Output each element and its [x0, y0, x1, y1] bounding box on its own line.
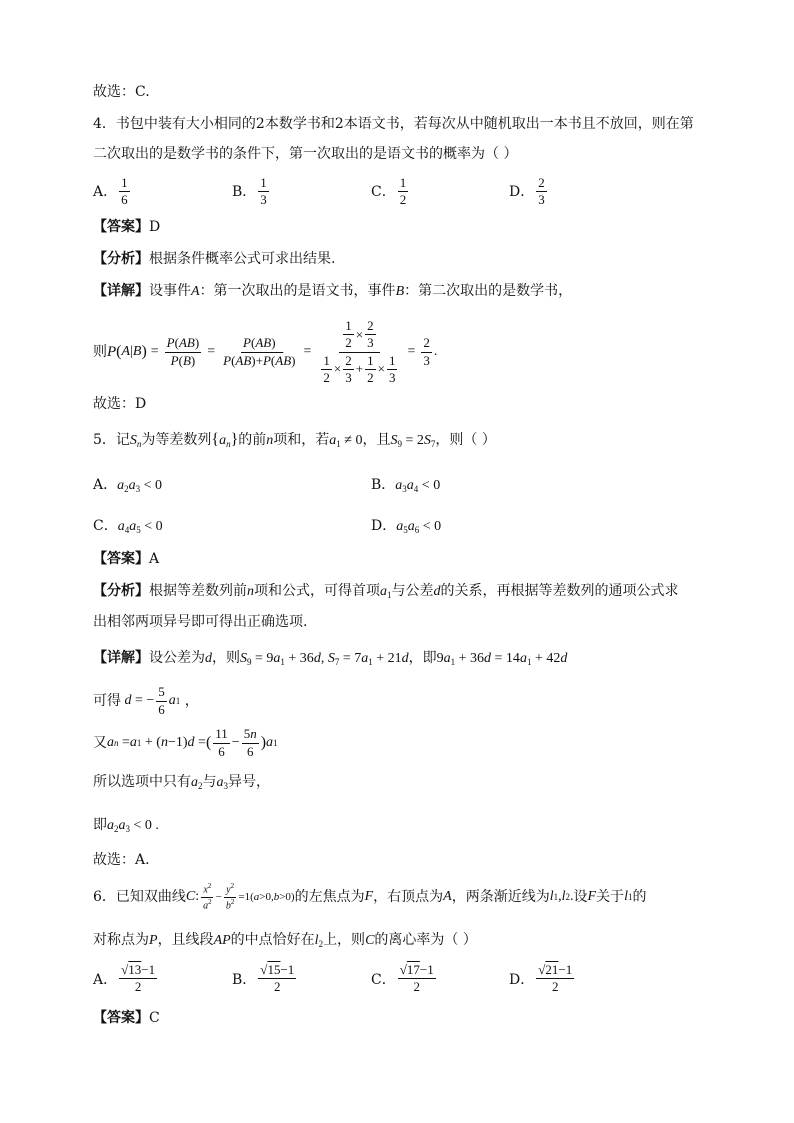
answer-value: A — [149, 551, 160, 567]
option-letter: A． — [93, 183, 118, 200]
stem-text: 的中点恰好在 — [230, 932, 315, 948]
detail-text: ，则 — [212, 650, 240, 666]
stem-text: 关于 — [596, 889, 625, 905]
q4-answer — [93, 220, 160, 234]
prev-answer: 故选：C. — [93, 84, 150, 100]
detail-text: 可得 — [93, 693, 121, 709]
denominator: 6 — [121, 192, 128, 208]
answer-value: D — [149, 219, 161, 235]
option-fraction — [258, 176, 269, 208]
option-fraction — [536, 176, 547, 208]
analysis-text: 根据等差数列前 — [149, 583, 247, 599]
detail-text: 设事件 — [149, 283, 191, 299]
q6-option-b: B． $\frac{√15-1}{2}$ — [232, 962, 295, 995]
stem-text: ，则（ ） — [435, 432, 496, 448]
q4-stem-line1: 4．书包中装有大小相同的2本数学书和2本语文书，若每次从中随机取出一本书且不放回，则在第 — [93, 116, 694, 132]
analysis-text: 与公差 — [391, 583, 434, 599]
detail-text: 与 — [202, 774, 217, 790]
event-b: B — [395, 284, 405, 299]
stem-text: ，两条渐近线为 — [451, 889, 550, 905]
answer-tag: 【答案】 — [93, 551, 149, 567]
stem-text: 设 — [573, 889, 588, 905]
detail-text: ：第二次取出的是数学书， — [404, 283, 573, 299]
q5-option-d: D．$a_5a_6 < 0$ — [371, 518, 442, 535]
denominator: 3 — [538, 192, 545, 208]
q5-answer — [93, 552, 159, 566]
analysis-text: 的关系，再根据等差数列的通项公式求 — [440, 583, 679, 599]
stem-text: 项和，若 — [273, 432, 330, 448]
q5-detail-line3: 又 a n = a 1 + ( n −1) d = ( $\frac{11}{6}$ − $\frac{5n}{6}$ ) a 1 — [93, 726, 278, 759]
stem-text: ，且 — [362, 432, 391, 448]
option-letter: A． — [93, 477, 118, 493]
stem-text: 的前 — [238, 432, 267, 448]
q4-stem-line2: 二次取出的是数学书的条件下，第一次取出的是语文书的概率为（ ） — [93, 146, 518, 162]
analysis-text: 项和公式，可得首项 — [254, 583, 380, 599]
q6-option-d: D． $\frac{√21-1}{2}$ — [509, 962, 573, 995]
q4-final: 故选：D — [93, 396, 147, 412]
q5-detail-line4: 所以选项中只有$a_2$与$a_3$异号， — [93, 774, 270, 791]
q6-option-a: A． $\frac{√13-1}{2}$ — [93, 962, 156, 995]
option-letter: D． — [371, 518, 397, 534]
stem-text: 的 — [632, 889, 647, 905]
radicand: 21 — [545, 962, 559, 977]
q5-option-a: A．$a_2a_3 < 0$ — [93, 477, 163, 494]
stem-text: 为等差数列 — [141, 432, 212, 448]
denominator: 2 — [399, 192, 407, 208]
detail-tag: 【详解】 — [93, 650, 149, 666]
q4-option-c — [371, 176, 410, 208]
detail-text: 即 — [93, 817, 107, 833]
q4-option-d — [509, 176, 549, 208]
radicand: 17 — [406, 962, 420, 977]
answer-value: C — [149, 1010, 160, 1026]
q4-option-b — [232, 176, 271, 208]
radicand: 13 — [128, 962, 142, 977]
q5-detail-line5: 即$a_2a_3 < 0$ . — [93, 817, 159, 834]
stem-text: 5．记 — [93, 432, 130, 448]
q4-detail — [93, 284, 572, 299]
option-letter: D． — [509, 183, 535, 200]
q5-analysis-line2: 出相邻两项异号即可得出正确选项. — [93, 614, 308, 630]
numerator: 1 — [258, 176, 269, 192]
option-letter: B． — [232, 183, 257, 200]
q4-formula: 则 P ( A | B ) = $\frac{P(AB)}{P(B)}$ = $\frac{P(AB)}{P(AB)+P(\overline{A}B)}$ = $\frac{1}{2}$ × $\frac{2}{3}$ $\frac{1}{2}$ × $\frac{2}{3}$ + $\frac{1}{2}$ × $\frac{1}{3}$ = $\frac{2}{3}$ . — [93, 317, 438, 385]
q5-analysis-line1: 【分析】根据等差数列前n项和公式，可得首项$a_1$与公差d的关系，再根据等差数列的通项公式求 — [93, 583, 679, 600]
stem-text: 上，则 — [323, 932, 366, 948]
option-letter: A． — [93, 971, 118, 988]
detail-text: 异号， — [228, 774, 270, 790]
option-letter: C． — [93, 518, 118, 534]
option-fraction — [398, 176, 409, 208]
option-letter: D． — [509, 971, 535, 988]
formula-frac-2: $\frac{P(AB)}{P(AB)+P(\overline{A}B)}$ — [223, 335, 296, 368]
q5-detail-line1: 【详解】设公差为d，则$S_9 = 9a_1 + 36d$, $S_7 = 7a_1 + 21d$，即$9a_1 + 36d = 14a_1 + 42d$ — [93, 650, 568, 667]
event-a: A — [191, 284, 200, 299]
detail-text: ：第一次取出的是语文书，事件 — [199, 283, 396, 299]
q4-option-a — [93, 176, 132, 208]
q5-option-c: C．$a_4a_5 < 0$ — [93, 518, 163, 535]
q6-option-c: C． $\frac{√17-1}{2}$ — [371, 962, 434, 995]
stem-text: ，且线段 — [157, 932, 214, 948]
detail-tag: 【详解】 — [93, 283, 149, 299]
radicand: 15 — [267, 962, 281, 977]
q5-option-b: B．$a_3a_4 < 0$ — [371, 477, 441, 494]
detail-text: 又 — [93, 735, 107, 751]
formula-frac-3: $\frac{1}{2}$ × $\frac{2}{3}$ $\frac{1}{2}$ × $\frac{2}{3}$ + $\frac{1}{2}$ × $\frac{1}{3}$ — [323, 317, 396, 385]
formula-result: $\frac{2}{3}$ — [423, 335, 430, 368]
detail-text: 所以选项中只有 — [93, 774, 191, 790]
option-letter: B． — [371, 477, 396, 493]
numerator: 2 — [536, 176, 547, 192]
stem-text: 的离心率为（ ） — [374, 932, 477, 948]
detail-text: 设公差为 — [149, 650, 205, 666]
option-letter: C． — [371, 971, 396, 988]
option-letter: B． — [232, 971, 257, 988]
q4-analysis — [93, 252, 335, 266]
numerator: 1 — [119, 176, 130, 192]
formula-frac-1: $\frac{P(AB)}{P(B)}$ — [166, 335, 200, 368]
denominator: 3 — [260, 192, 267, 208]
option-letter: C． — [371, 183, 396, 200]
detail-text: ，即 — [408, 650, 437, 666]
answer-tag: 【答案】 — [93, 1010, 149, 1026]
stem-text: ，右顶点为 — [373, 889, 444, 905]
analysis-text: 根据条件概率公式可求出结果. — [149, 251, 336, 267]
answer-tag: 【答案】 — [93, 219, 149, 235]
analysis-tag: 【分析】 — [93, 583, 149, 599]
option-fraction — [119, 176, 130, 208]
stem-text: 6．已知双曲线 — [93, 889, 186, 905]
stem-text: 对称点为 — [93, 932, 149, 948]
q5-stem: 5．记$S_n$为等差数列$\{a_n\}$的前n项和，若$a_1 \ne 0$，且$S_9 = 2S_7$，则（ ） — [93, 431, 496, 449]
numerator: 1 — [398, 176, 409, 192]
q6-stem-line1: 6．已知双曲线 C : $\frac{x^2}{a^2}$ − $\frac{y^2}{b^2}$ =1(a>0,b>0) 的左焦点为 F ，右顶点为 A ，两条渐近线为 l 1 , l 2 . 设 F 关于 l 1 的 — [93, 882, 647, 911]
q6-answer — [93, 1011, 160, 1025]
analysis-tag: 【分析】 — [93, 251, 149, 267]
q5-final: 故选：A. — [93, 852, 150, 868]
q6-stem-line2: 对称点为P，且线段AP的中点恰好在$l_2$上，则C的离心率为（ ） — [93, 932, 477, 949]
q5-detail-line2: 可得 d = − $\frac{5}{6}$ a 1 ， — [93, 684, 199, 717]
stem-text: 的左焦点为 — [294, 889, 365, 905]
formula-prefix: 则 — [93, 344, 107, 360]
